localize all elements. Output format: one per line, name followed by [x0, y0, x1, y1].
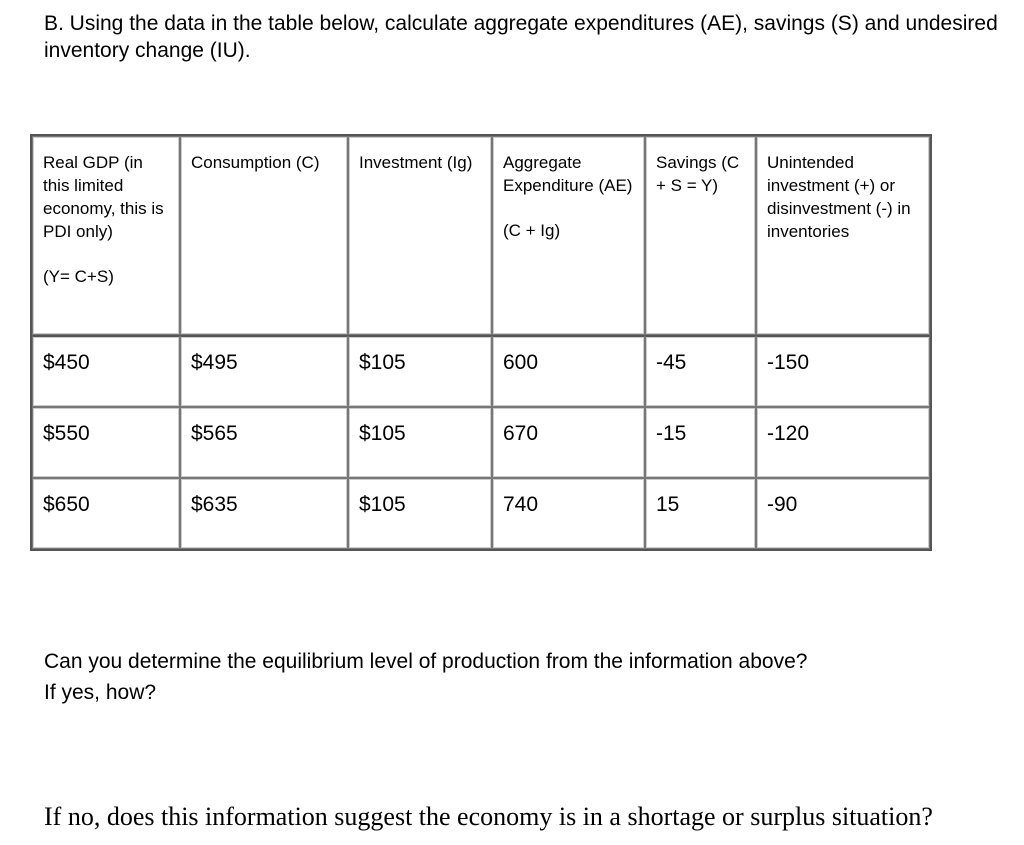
cell-consumption: $495 — [180, 335, 348, 407]
table-row — [32, 478, 930, 549]
header-real-gdp — [32, 136, 180, 335]
header-sub: (Y= C+S) — [43, 267, 114, 286]
cell-unintended-investment: -90 — [756, 478, 930, 549]
cell-savings: 15 — [645, 478, 756, 549]
cell-unintended-investment: -120 — [756, 407, 930, 478]
table-row — [32, 335, 930, 407]
cell-real-gdp: $450 — [32, 335, 180, 407]
shortage-surplus-question: If no, does this information suggest the economy is in a shortage or surplus situation? — [44, 802, 933, 831]
cell-real-gdp: $550 — [32, 407, 180, 478]
header-investment — [348, 136, 492, 335]
equilibrium-question — [44, 646, 807, 708]
table-row — [32, 407, 930, 478]
header-sub: (C + Ig) — [503, 221, 561, 240]
table-header-row — [32, 136, 930, 335]
cell-unintended-investment: -150 — [756, 335, 930, 407]
cell-aggregate-expenditure: 670 — [492, 407, 645, 478]
cell-investment: $105 — [348, 407, 492, 478]
header-consumption — [180, 136, 348, 335]
cell-investment: $105 — [348, 335, 492, 407]
header-savings — [645, 136, 756, 335]
cell-investment: $105 — [348, 478, 492, 549]
cell-savings: -15 — [645, 407, 756, 478]
header-main: Real GDP (in this limited economy, this is PDI only) — [43, 153, 164, 241]
header-main: Aggregate Expenditure (AE) — [503, 153, 633, 195]
question-line: Can you determine the equilibrium level of production from the information above? — [44, 650, 808, 673]
header-main: Savings (C + S = Y) — [656, 153, 740, 195]
cell-savings: -45 — [645, 335, 756, 407]
question-line: If yes, how? — [44, 681, 157, 704]
header-unintended-investment — [756, 136, 930, 335]
header-aggregate-expenditure — [492, 136, 645, 335]
instruction-text: B. Using the data in the table below, calculate aggregate expenditures (AE), savings (S) and undesired inventory change (IU). — [44, 12, 998, 62]
header-main: Investment (Ig) — [359, 153, 473, 172]
cell-real-gdp: $650 — [32, 478, 180, 549]
cell-consumption: $635 — [180, 478, 348, 549]
header-main: Consumption (C) — [191, 153, 320, 172]
header-main: Unintended investment (+) or disinvestment (-) in inventories — [767, 153, 911, 241]
cell-aggregate-expenditure: 600 — [492, 335, 645, 407]
cell-aggregate-expenditure: 740 — [492, 478, 645, 549]
data-table — [30, 134, 932, 551]
cell-consumption: $565 — [180, 407, 348, 478]
